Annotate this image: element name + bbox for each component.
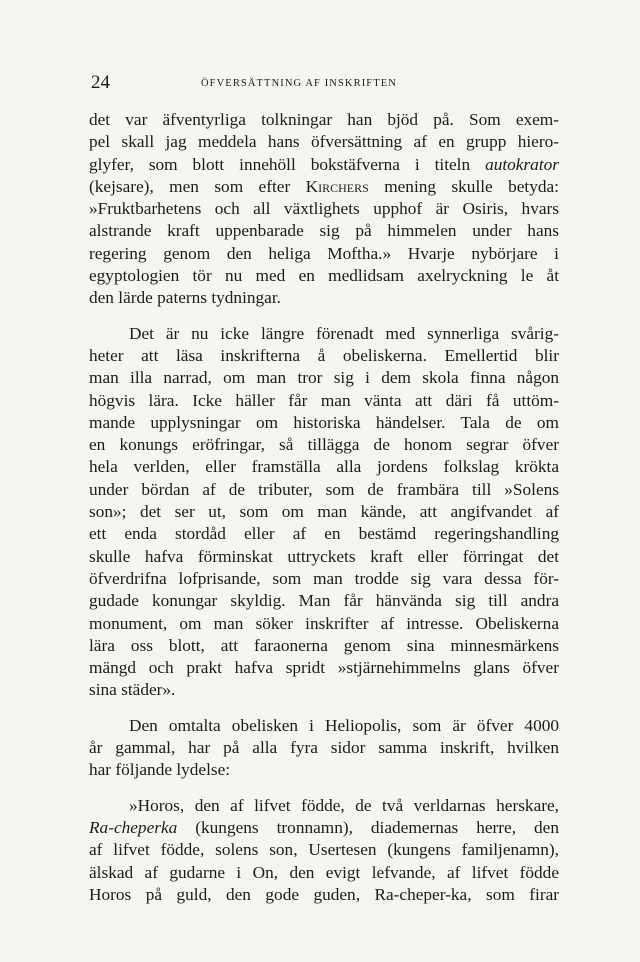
text-line: älskad af gudarne i On, den evigt lefvande, af lifvet födde <box>89 862 559 882</box>
text-line: »Fruktbarhetens och all växtlighets upphof är Osiris, hvars <box>89 199 559 219</box>
text-line: gudade konungar skyldig. Man får hänvända sig till andra <box>89 591 559 611</box>
text-line: lära oss blott, att faraonerna genom sina minnesmärkens <box>89 635 559 655</box>
text-line <box>89 176 559 198</box>
text-line: en konungs eröfringar, så tillägga de honom segrar öfver <box>89 435 559 455</box>
text-line <box>89 817 559 839</box>
text-segment: glyfer, som blott innehöll bokstäfverna i titeln <box>89 154 486 174</box>
italic-word: autokrator <box>485 154 559 174</box>
page-header <box>91 72 559 96</box>
paragraph <box>89 109 559 310</box>
text-line: mande upplysningar om historiska händelser. Tala de om <box>89 412 559 432</box>
text-line: af lifvet födde, solens son, Usertesen (kungens familjenamn), <box>89 840 559 860</box>
paragraph-gap <box>89 702 559 715</box>
text-line: Horos på guld, den gode guden, Ra-cheper-ka, som firar <box>89 884 559 904</box>
page-number: 24 <box>91 72 110 93</box>
italic-word: Ra-cheperka <box>89 817 178 837</box>
text-line: sina städer». <box>89 680 176 700</box>
text-line: ett enda stordåd eller af en bestämd regeringshandling <box>89 524 559 544</box>
text-line: det var äfventyrliga tolkningar han bjöd på. Som exem- <box>89 110 559 129</box>
text-line: egyptologien tör nu med en medlidsam axelryckning le åt <box>89 266 559 286</box>
paragraph-gap <box>89 310 559 323</box>
text-line: år gammal, har på alla fyra sidor samma inskrift, hvilken <box>89 738 559 758</box>
text-segment: (kejsare), men som efter <box>89 176 306 196</box>
body-text <box>89 109 559 906</box>
text-line: man illa narrad, om man tror sig i dem skola finna någon <box>89 368 559 388</box>
text-line: monument, om man söker inskrifter af intresse. Obeliskerna <box>89 613 559 633</box>
text-line: hela verlden, eller framställa alla jordens folkslag krökta <box>89 457 559 477</box>
quotation <box>89 795 559 906</box>
text-line: har följande lydelse: <box>89 760 231 780</box>
text-line: öfverdrifna lofprisande, som man trodde sig vara dessa för- <box>89 568 559 588</box>
text-line: »Horos, den af lifvet födde, de två verldarnas herskare, <box>129 795 559 815</box>
text-line: Den omtalta obelisken i Heliopolis, som är öfver 4000 <box>129 715 559 735</box>
paragraph <box>89 323 559 702</box>
text-line: under bördan af de tributer, som de frambära till »Solens <box>89 479 559 499</box>
text-line: son»; det ser ut, som om man kände, att angifvandet af <box>89 502 559 522</box>
text-line <box>89 154 559 176</box>
text-line: högvis lära. Icke häller får man vänta att däri få uttöm- <box>89 390 559 410</box>
text-line: den lärde paterns tydningar. <box>89 288 281 308</box>
text-line: alstrande kraft uppenbarade sig på himmelen under hans <box>89 221 559 241</box>
text-line: regering genom den heliga Moftha.» Hvarje nybörjare i <box>89 243 559 263</box>
text-segment: mening skulle betyda: <box>368 176 559 196</box>
text-line: mängd och prakt hafva spridt »stjärnehimmelns glans öfver <box>89 658 559 678</box>
small-caps-name: Kirchers <box>305 176 369 196</box>
text-line: heter att läsa inskrifterna å obeliskerna. Emellertid blir <box>89 345 559 365</box>
text-line: pel skall jag meddela hans öfversättning af en grupp hiero- <box>89 132 559 152</box>
text-segment: (kungens tronnamn), diademernas herre, den <box>177 817 559 837</box>
paragraph-gap <box>89 782 559 795</box>
text-line: Det är nu icke längre förenadt med synnerliga svårig- <box>129 323 559 343</box>
text-line: skulle hafva förminskat uttryckets kraft eller förringat det <box>89 546 559 566</box>
running-title: ÖFVERSÄTTNING AF INSKRIFTEN <box>201 78 397 89</box>
paragraph <box>89 715 559 782</box>
